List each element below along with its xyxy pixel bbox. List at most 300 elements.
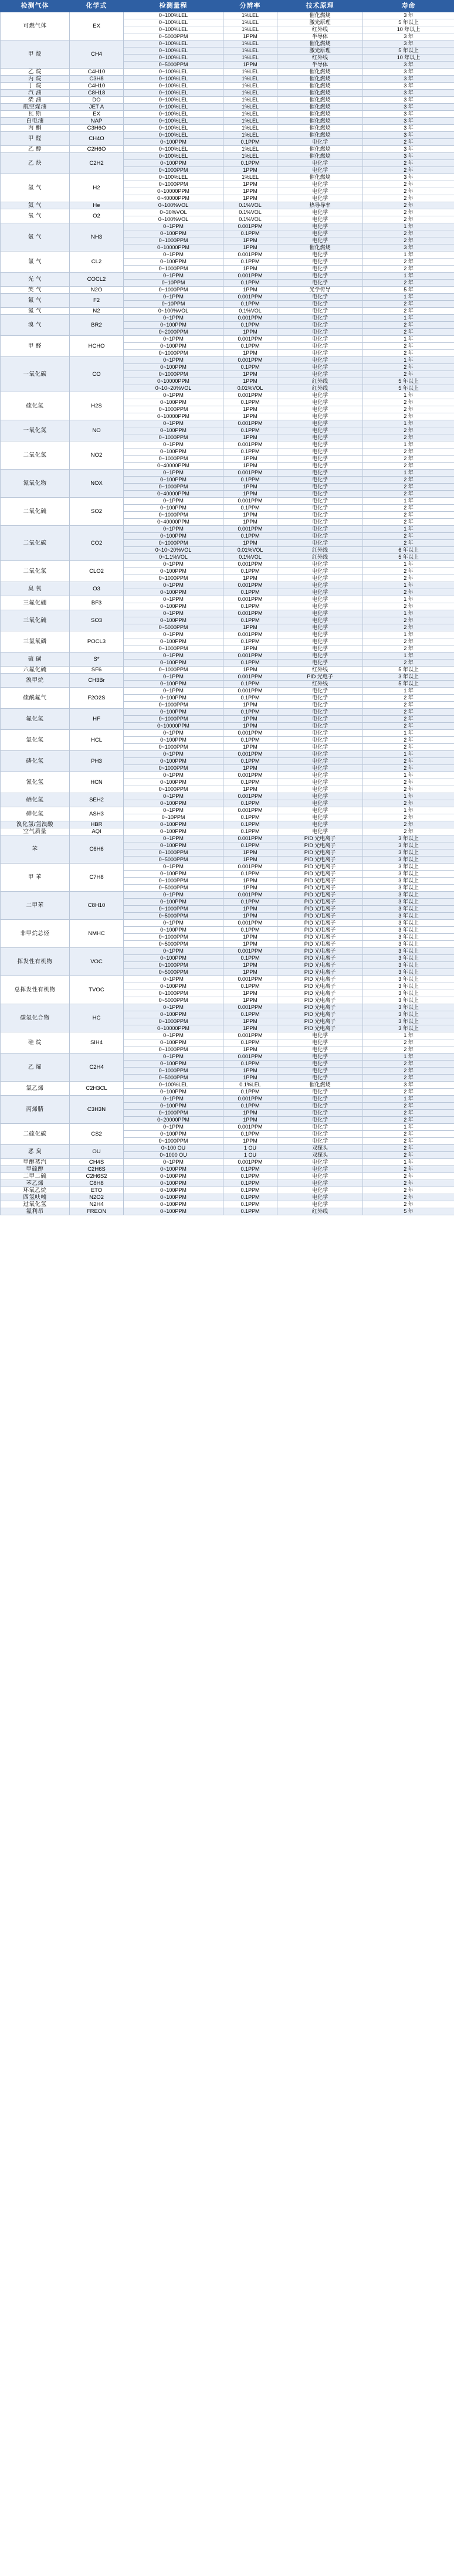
- cell-life: 3 年: [363, 62, 454, 69]
- cell-life: 2 年: [363, 484, 454, 491]
- cell-range: 0~100%LEL: [124, 26, 223, 33]
- cell-range: 0~1PPM: [124, 392, 223, 399]
- cell-range: 0~100PPM: [124, 821, 223, 828]
- cell-resolution: 0.001PPM: [223, 582, 277, 589]
- cell-resolution: 0.1PPM: [223, 322, 277, 329]
- cell-life: 2 年: [363, 821, 454, 828]
- cell-technology: PID 光电离子: [277, 948, 363, 955]
- cell-gas-name: 二甲苯: [1, 892, 70, 920]
- cell-chemical-formula: HCL: [70, 730, 124, 751]
- cell-life: 1 年: [363, 420, 454, 427]
- cell-life: 2 年: [363, 322, 454, 329]
- cell-life: 2 年: [363, 519, 454, 526]
- cell-technology: 电化学: [277, 420, 363, 427]
- cell-technology: 电化学: [277, 688, 363, 695]
- cell-range: 0~100%LEL: [124, 104, 223, 111]
- cell-range: 0~1000PPM: [124, 765, 223, 772]
- cell-resolution: 1%LEL: [223, 40, 277, 47]
- cell-range: 0~100%LEL: [124, 12, 223, 19]
- cell-range: 0~40000PPM: [124, 491, 223, 498]
- cell-range: 0~1000PPM: [124, 667, 223, 674]
- cell-chemical-formula: NH3: [70, 223, 124, 252]
- cell-gas-name: 溴化氢/氢溴酸: [1, 821, 70, 828]
- cell-life: 3 年: [363, 69, 454, 76]
- cell-resolution: 0.1PPM: [223, 1173, 277, 1180]
- cell-life: 3 年以上: [363, 976, 454, 983]
- cell-resolution: 0.001PPM: [223, 420, 277, 427]
- cell-life: 2 年: [363, 765, 454, 772]
- cell-range: 0~100 OU: [124, 1145, 223, 1152]
- table-row: [1, 153, 454, 160]
- cell-life: 2 年: [363, 660, 454, 667]
- cell-resolution: 0.1PPM: [223, 399, 277, 406]
- cell-range: 0~1PPM: [124, 1096, 223, 1103]
- cell-technology: PID 光电离子: [277, 962, 363, 969]
- cell-gas-name: 笑 气: [1, 287, 70, 294]
- table-row: [1, 273, 454, 280]
- cell-range: 0~1PPM: [124, 1159, 223, 1166]
- cell-technology: 电化学: [277, 441, 363, 448]
- cell-life: 1 年: [363, 1124, 454, 1131]
- cell-range: 0~1000PPM: [124, 575, 223, 582]
- cell-technology: PID 光电离子: [277, 1025, 363, 1032]
- table-row: [1, 69, 454, 76]
- cell-life: 3 年以上: [363, 892, 454, 899]
- cell-resolution: 1PPM: [223, 195, 277, 202]
- col-header-range: 检测量程: [124, 1, 223, 12]
- cell-gas-name: 苯: [1, 835, 70, 864]
- table-row: [1, 146, 454, 153]
- cell-range: 0~40000PPM: [124, 195, 223, 202]
- cell-range: 0~100PPM: [124, 603, 223, 610]
- cell-range: 0~1000PPM: [124, 350, 223, 357]
- cell-gas-name: 碳氢化合物: [1, 1004, 70, 1032]
- cell-life: 3 年以上: [363, 941, 454, 948]
- cell-life: 1 年: [363, 498, 454, 505]
- cell-chemical-formula: BF3: [70, 596, 124, 610]
- cell-gas-name: 乙 烷: [1, 69, 70, 76]
- cell-life: 2 年: [363, 1166, 454, 1173]
- cell-technology: 催化燃烧: [277, 118, 363, 125]
- cell-range: 0~1PPM: [124, 920, 223, 927]
- cell-resolution: 1PPM: [223, 463, 277, 470]
- cell-range: 0~1000PPM: [124, 744, 223, 751]
- cell-life: 1 年: [363, 1032, 454, 1039]
- cell-gas-name: 硫 磺: [1, 653, 70, 667]
- cell-range: 0~1000 OU: [124, 1152, 223, 1159]
- cell-chemical-formula: CH3Br: [70, 674, 124, 688]
- cell-resolution: 0.001PPM: [223, 315, 277, 322]
- cell-range: 0~1PPM: [124, 631, 223, 638]
- cell-range: 0~100%LEL: [124, 153, 223, 160]
- cell-gas-name: 甲 苯: [1, 864, 70, 892]
- cell-resolution: 1PPM: [223, 33, 277, 40]
- cell-gas-name: 臭 氧: [1, 582, 70, 596]
- cell-technology: 电化学: [277, 638, 363, 645]
- cell-resolution: 1PPM: [223, 765, 277, 772]
- cell-gas-name: 丙 酮: [1, 125, 70, 132]
- cell-life: 5 年以上: [363, 47, 454, 55]
- cell-resolution: 1PPM: [223, 167, 277, 174]
- cell-life: 6 年以上: [363, 547, 454, 554]
- cell-resolution: 0.1PPM: [223, 638, 277, 645]
- cell-resolution: 1PPM: [223, 378, 277, 385]
- cell-range: 0~1PPM: [124, 441, 223, 448]
- cell-technology: PID 光电离子: [277, 941, 363, 948]
- cell-range: 0~1PPM: [124, 336, 223, 343]
- cell-range: 0~1PPM: [124, 252, 223, 259]
- cell-technology: 电化学: [277, 709, 363, 716]
- cell-life: 2 年: [363, 1089, 454, 1096]
- cell-range: 0~1.1%VOL: [124, 554, 223, 561]
- table-row: [1, 793, 454, 800]
- cell-technology: 电化学: [277, 434, 363, 441]
- cell-life: 2 年: [363, 160, 454, 167]
- cell-range: 0~100%LEL: [124, 1082, 223, 1089]
- cell-life: 3 年以上: [363, 842, 454, 849]
- cell-technology: PID 光电离子: [277, 1011, 363, 1018]
- cell-range: 0~1PPM: [124, 835, 223, 842]
- cell-resolution: 1PPM: [223, 181, 277, 188]
- cell-resolution: 0.1PPM: [223, 1180, 277, 1187]
- cell-technology: PID 光电离子: [277, 849, 363, 857]
- cell-technology: 电化学: [277, 1096, 363, 1103]
- cell-life: 1 年: [363, 1053, 454, 1061]
- cell-range: 0~100%LEL: [124, 146, 223, 153]
- cell-life: 2 年: [363, 779, 454, 786]
- cell-resolution: 0.1PPM: [223, 505, 277, 512]
- cell-resolution: 1PPM: [223, 413, 277, 420]
- cell-range: 0~100PPM: [124, 1131, 223, 1138]
- cell-technology: 催化燃烧: [277, 244, 363, 252]
- table-row: [1, 441, 454, 448]
- cell-chemical-formula: C2H6S: [70, 1166, 124, 1173]
- cell-technology: 电化学: [277, 1068, 363, 1075]
- cell-chemical-formula: COCL2: [70, 273, 124, 287]
- cell-range: 0~1PPM: [124, 1053, 223, 1061]
- cell-chemical-formula: N2: [70, 308, 124, 315]
- cell-range: 0~1PPM: [124, 807, 223, 814]
- cell-range: 0~5000PPM: [124, 997, 223, 1004]
- cell-life: 1 年: [363, 336, 454, 343]
- cell-range: 0~1PPM: [124, 793, 223, 800]
- cell-chemical-formula: C8H18: [70, 90, 124, 97]
- cell-life: 1 年: [363, 470, 454, 477]
- cell-range: 0~1000PPM: [124, 237, 223, 244]
- table-row: [1, 976, 454, 983]
- cell-range: 0~1PPM: [124, 948, 223, 955]
- table-row: [1, 1194, 454, 1201]
- table-row: [1, 948, 454, 955]
- cell-technology: PID 光电离子: [277, 885, 363, 892]
- cell-range: 0~100PPM: [124, 1103, 223, 1110]
- cell-technology: 电化学: [277, 730, 363, 737]
- cell-life: 2 年: [363, 308, 454, 315]
- table-row: [1, 40, 454, 47]
- cell-range: 0~100PPM: [124, 399, 223, 406]
- table-row: [1, 631, 454, 638]
- cell-resolution: 1%LEL: [223, 111, 277, 118]
- cell-range: 0~10PPM: [124, 814, 223, 821]
- cell-resolution: 0.1PPM: [223, 709, 277, 716]
- cell-resolution: 0.001PPM: [223, 730, 277, 737]
- cell-life: 3 年以上: [363, 871, 454, 878]
- cell-gas-name: 氟化氢: [1, 709, 70, 730]
- cell-technology: 电化学: [277, 1173, 363, 1180]
- cell-resolution: 1PPM: [223, 624, 277, 631]
- cell-life: 2 年: [363, 709, 454, 716]
- cell-life: 3 年以上: [363, 1018, 454, 1025]
- cell-range: 0~1PPM: [124, 772, 223, 779]
- cell-chemical-formula: NO: [70, 420, 124, 441]
- cell-life: 2 年: [363, 540, 454, 547]
- cell-resolution: 0.001PPM: [223, 892, 277, 899]
- cell-gas-name: 硫化氢: [1, 392, 70, 420]
- cell-life: 1 年: [363, 1159, 454, 1166]
- cell-technology: 电化学: [277, 751, 363, 758]
- cell-gas-name: 可燃气体: [1, 12, 70, 40]
- cell-range: 0~1PPM: [124, 610, 223, 617]
- cell-life: 3 年以上: [363, 878, 454, 885]
- cell-life: 1 年: [363, 223, 454, 230]
- cell-life: 1 年: [363, 392, 454, 399]
- cell-technology: 电化学: [277, 322, 363, 329]
- cell-gas-name: 砷化氢: [1, 807, 70, 821]
- cell-resolution: 0.001PPM: [223, 596, 277, 603]
- cell-range: 0~5000PPM: [124, 624, 223, 631]
- cell-technology: PID 光电离子: [277, 913, 363, 920]
- cell-resolution: 1PPM: [223, 266, 277, 273]
- cell-chemical-formula: NO2: [70, 441, 124, 470]
- cell-technology: 红外线: [277, 554, 363, 561]
- cell-life: 3 年以上: [363, 835, 454, 842]
- cell-technology: 电化学: [277, 533, 363, 540]
- cell-technology: PID 光电离子: [277, 864, 363, 871]
- cell-life: 1 年: [363, 441, 454, 448]
- cell-life: 3 年以上: [363, 899, 454, 906]
- cell-gas-name: 四氢呋喃: [1, 1194, 70, 1201]
- cell-resolution: 1PPM: [223, 941, 277, 948]
- cell-range: 0~100PPM: [124, 737, 223, 744]
- cell-technology: 催化燃烧: [277, 1082, 363, 1089]
- cell-technology: 电化学: [277, 139, 363, 146]
- cell-life: 2 年: [363, 1201, 454, 1208]
- cell-technology: 电化学: [277, 1131, 363, 1138]
- table-row: [1, 730, 454, 737]
- cell-gas-name: 甲醇蒸汽: [1, 1159, 70, 1166]
- cell-technology: 电化学: [277, 399, 363, 406]
- cell-life: 2 年: [363, 329, 454, 336]
- cell-technology: 红外线: [277, 547, 363, 554]
- cell-chemical-formula: SF6: [70, 667, 124, 674]
- cell-life: 2 年: [363, 230, 454, 237]
- cell-technology: 电化学: [277, 519, 363, 526]
- cell-life: 2 年: [363, 1061, 454, 1068]
- cell-technology: 电化学: [277, 413, 363, 420]
- cell-technology: 催化燃烧: [277, 111, 363, 118]
- cell-chemical-formula: SO2: [70, 498, 124, 526]
- cell-technology: 电化学: [277, 610, 363, 617]
- cell-chemical-formula: O3: [70, 582, 124, 596]
- cell-resolution: 0.1PPM: [223, 533, 277, 540]
- cell-resolution: 0.001PPM: [223, 357, 277, 364]
- cell-life: 2 年: [363, 645, 454, 653]
- col-header-formula: 化学式: [70, 1, 124, 12]
- cell-chemical-formula: POCL3: [70, 631, 124, 653]
- cell-life: 3 年: [363, 244, 454, 252]
- cell-gas-name: 乙 醇: [1, 146, 70, 153]
- table-row: [1, 315, 454, 322]
- cell-chemical-formula: C8H8: [70, 1180, 124, 1187]
- cell-chemical-formula: CS2: [70, 1124, 124, 1145]
- cell-range: 0~1PPM: [124, 674, 223, 681]
- cell-resolution: 0.1PPM: [223, 1166, 277, 1173]
- cell-life: 2 年: [363, 1187, 454, 1194]
- table-row: [1, 709, 454, 716]
- cell-resolution: 0.1PPM: [223, 589, 277, 596]
- cell-range: 0~1000PPM: [124, 456, 223, 463]
- table-row: [1, 76, 454, 83]
- cell-chemical-formula: O2: [70, 209, 124, 223]
- cell-range: 0~10000PPM: [124, 723, 223, 730]
- cell-resolution: 1PPM: [223, 906, 277, 913]
- cell-range: 0~1000PPM: [124, 181, 223, 188]
- cell-technology: PID 光电离子: [277, 927, 363, 934]
- cell-life: 2 年: [363, 216, 454, 223]
- cell-chemical-formula: C8H10: [70, 892, 124, 920]
- cell-gas-name: 甲 醛: [1, 336, 70, 357]
- cell-range: 0~100PPM: [124, 230, 223, 237]
- cell-range: 0~100PPM: [124, 709, 223, 716]
- cell-life: 2 年: [363, 744, 454, 751]
- cell-chemical-formula: VOC: [70, 948, 124, 976]
- cell-gas-name: 六氟化硫: [1, 667, 70, 674]
- cell-resolution: 1%LEL: [223, 118, 277, 125]
- cell-chemical-formula: F2O2S: [70, 688, 124, 709]
- cell-technology: PID 光电离子: [277, 1018, 363, 1025]
- cell-resolution: 0.1PPM: [223, 1208, 277, 1215]
- cell-life: 1 年: [363, 807, 454, 814]
- cell-resolution: 0.1PPM: [223, 800, 277, 807]
- cell-life: 3 年: [363, 90, 454, 97]
- cell-resolution: 1%LEL: [223, 26, 277, 33]
- cell-technology: 红外线: [277, 385, 363, 392]
- cell-resolution: 1PPM: [223, 287, 277, 294]
- cell-life: 2 年: [363, 828, 454, 835]
- cell-range: 0~40000PPM: [124, 463, 223, 470]
- cell-life: 2 年: [363, 786, 454, 793]
- cell-technology: 电化学: [277, 357, 363, 364]
- cell-technology: 电化学: [277, 568, 363, 575]
- cell-life: 2 年: [363, 758, 454, 765]
- cell-range: 0~10PPM: [124, 280, 223, 287]
- cell-technology: 电化学: [277, 660, 363, 667]
- table-row: [1, 498, 454, 505]
- cell-resolution: 0.1PPM: [223, 779, 277, 786]
- cell-range: 0~100%LEL: [124, 55, 223, 62]
- cell-range: 0~2000PPM: [124, 329, 223, 336]
- cell-technology: 电化学: [277, 526, 363, 533]
- cell-technology: 电化学: [277, 1032, 363, 1039]
- cell-life: 2 年: [363, 195, 454, 202]
- cell-range: 0~100%LEL: [124, 111, 223, 118]
- cell-chemical-formula: ETO: [70, 1187, 124, 1194]
- table-row: [1, 610, 454, 617]
- cell-technology: 催化燃烧: [277, 83, 363, 90]
- cell-life: 2 年: [363, 568, 454, 575]
- cell-resolution: 1PPM: [223, 1025, 277, 1032]
- cell-range: 0~5000PPM: [124, 857, 223, 864]
- cell-technology: 电化学: [277, 1180, 363, 1187]
- cell-technology: 红外线: [277, 1208, 363, 1215]
- cell-life: 2 年: [363, 723, 454, 730]
- cell-gas-name: 空气质量: [1, 828, 70, 835]
- cell-resolution: 0.1PPM: [223, 1039, 277, 1046]
- cell-range: 0~100PPM: [124, 589, 223, 596]
- cell-range: 0~1000PPM: [124, 540, 223, 547]
- table-row: [1, 1173, 454, 1180]
- cell-resolution: 0.1PPM: [223, 828, 277, 835]
- cell-range: 0~1000PPM: [124, 287, 223, 294]
- cell-resolution: 0.1PPM: [223, 927, 277, 934]
- cell-technology: PID 光电离子: [277, 934, 363, 941]
- cell-range: 0~1000PPM: [124, 1138, 223, 1145]
- cell-range: 0~100PPM: [124, 899, 223, 906]
- cell-range: 0~1000PPM: [124, 1068, 223, 1075]
- cell-resolution: 1 OU: [223, 1152, 277, 1159]
- cell-life: 2 年: [363, 167, 454, 174]
- cell-life: 1 年: [363, 631, 454, 638]
- cell-life: 1 年: [363, 357, 454, 364]
- cell-technology: 催化燃烧: [277, 146, 363, 153]
- cell-life: 2 年: [363, 280, 454, 287]
- cell-resolution: 1PPM: [223, 744, 277, 751]
- cell-resolution: 0.001PPM: [223, 470, 277, 477]
- cell-chemical-formula: C7H8: [70, 864, 124, 892]
- cell-technology: 光学传导: [277, 287, 363, 294]
- cell-chemical-formula: N2O: [70, 287, 124, 294]
- table-row: [1, 1004, 454, 1011]
- cell-resolution: 0.01%VOL: [223, 385, 277, 392]
- table-row: [1, 1082, 454, 1089]
- cell-range: 0~100PPM: [124, 1173, 223, 1180]
- cell-range: 0~1PPM: [124, 864, 223, 871]
- table-row: [1, 111, 454, 118]
- cell-range: 0~100PPM: [124, 828, 223, 835]
- cell-chemical-formula: OU: [70, 1145, 124, 1159]
- cell-range: 0~1000PPM: [124, 716, 223, 723]
- cell-range: 0~1000PPM: [124, 434, 223, 441]
- cell-gas-name: 挥发性有机物: [1, 948, 70, 976]
- cell-life: 5 年以上: [363, 681, 454, 688]
- table-row: [1, 828, 454, 835]
- cell-resolution: 0.001PPM: [223, 751, 277, 758]
- cell-technology: 电化学: [277, 1117, 363, 1124]
- cell-life: 3 年: [363, 1082, 454, 1089]
- cell-gas-name: 溴 气: [1, 315, 70, 336]
- cell-life: 2 年: [363, 1117, 454, 1124]
- cell-technology: 电化学: [277, 1194, 363, 1201]
- cell-range: 0~100PPM: [124, 983, 223, 990]
- cell-gas-name: 非甲烷总烃: [1, 920, 70, 948]
- cell-life: 5 年以上: [363, 19, 454, 26]
- cell-range: 0~100PPM: [124, 160, 223, 167]
- cell-life: 3 年以上: [363, 885, 454, 892]
- cell-resolution: 0.1%LEL: [223, 1082, 277, 1089]
- cell-range: 0~100PPM: [124, 427, 223, 434]
- cell-resolution: 1PPM: [223, 519, 277, 526]
- cell-resolution: 1PPM: [223, 997, 277, 1004]
